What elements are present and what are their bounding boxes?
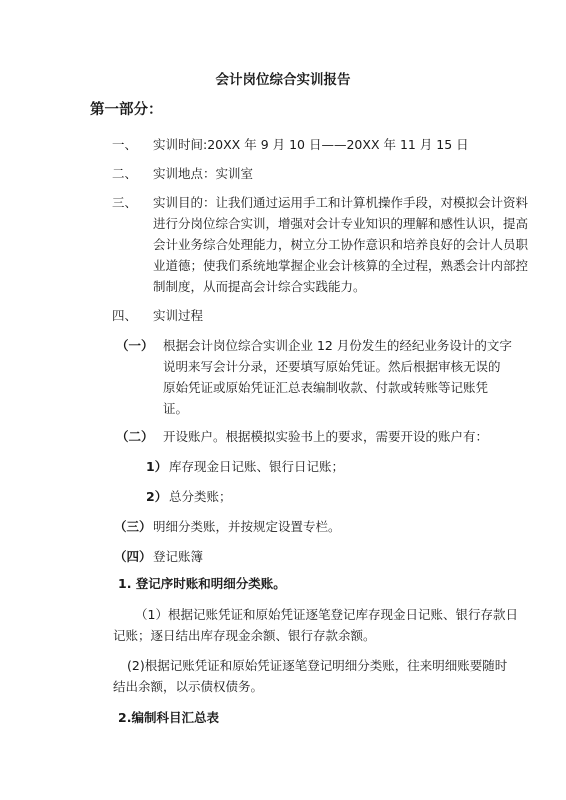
item-text-location: 实训地点：实训室 bbox=[153, 166, 254, 181]
subitem-text: 库存现金日记账、银行日记账； bbox=[169, 459, 345, 474]
process-marker: （三） bbox=[114, 519, 152, 534]
item-text-process: 实训过程 bbox=[153, 308, 204, 323]
process-marker: （二） bbox=[116, 429, 154, 444]
process-marker: （一） bbox=[116, 338, 154, 353]
item-marker: 二、 bbox=[112, 166, 138, 181]
section-para-line: (2)根据记账凭证和原始凭证逐笔登记明细分类账，往来明细账要随时 bbox=[127, 658, 508, 673]
subitem-marker: 1） bbox=[146, 459, 168, 474]
process-line: 说明来写会计分录，还要填写原始凭证。然后根据审核无误的 bbox=[163, 359, 501, 374]
process-line: 开设账户。根据模拟实验书上的要求，需要开设的账户有： bbox=[163, 429, 489, 444]
section-para-line: （1）根据记账凭证和原始凭证逐笔登记库存现金日记账、银行存款日 bbox=[135, 607, 518, 622]
purpose-line: 进行分岗位综合实训，增强对会计专业知识的理解和感性认识，提高 bbox=[153, 216, 529, 231]
item-text-time: 实训时间:20XX 年 9 月 10 日——20XX 年 11 月 15 日 bbox=[153, 137, 469, 152]
process-line: 证。 bbox=[163, 401, 189, 416]
process-line: 登记账簿 bbox=[153, 549, 204, 564]
section-heading: 1. 登记序时账和明细分类账。 bbox=[118, 576, 286, 591]
process-line: 明细分类账，并按规定设置专栏。 bbox=[153, 519, 341, 534]
part-heading: 第一部分： bbox=[90, 102, 163, 118]
item-marker: 一、 bbox=[112, 137, 138, 152]
purpose-line: 制制度，从而提高会计综合实践能力。 bbox=[153, 279, 366, 294]
purpose-line: 会计业务综合处理能力，树立分工协作意识和培养良好的会计人员职 bbox=[153, 237, 529, 252]
process-line: 原始凭证或原始凭证汇总表编制收款、付款或转账等记账凭 bbox=[163, 380, 489, 395]
section-para-line: 记账；逐日结出库存现金余额、银行存款余额。 bbox=[113, 628, 376, 643]
item-marker: 三、 bbox=[112, 195, 138, 210]
purpose-line: 实训目的：让我们通过运用手工和计算机操作手段，对模拟会计资料 bbox=[153, 195, 529, 210]
section-para-line: 结出余额，以示债权债务。 bbox=[113, 679, 264, 694]
process-line: 根据会计岗位综合实训企业 12 月份发生的经纪业务设计的文字 bbox=[163, 338, 512, 353]
section-heading: 2.编制科目汇总表 bbox=[118, 710, 219, 725]
subitem-marker: 2） bbox=[146, 489, 168, 504]
item-marker: 四、 bbox=[112, 308, 138, 323]
document-title: 会计岗位综合实训报告 bbox=[215, 72, 351, 88]
purpose-line: 业道德；使我们系统地掌握企业会计核算的全过程，熟悉会计内部控 bbox=[153, 258, 529, 273]
subitem-text: 总分类账； bbox=[169, 489, 232, 504]
process-marker: （四） bbox=[114, 549, 152, 564]
